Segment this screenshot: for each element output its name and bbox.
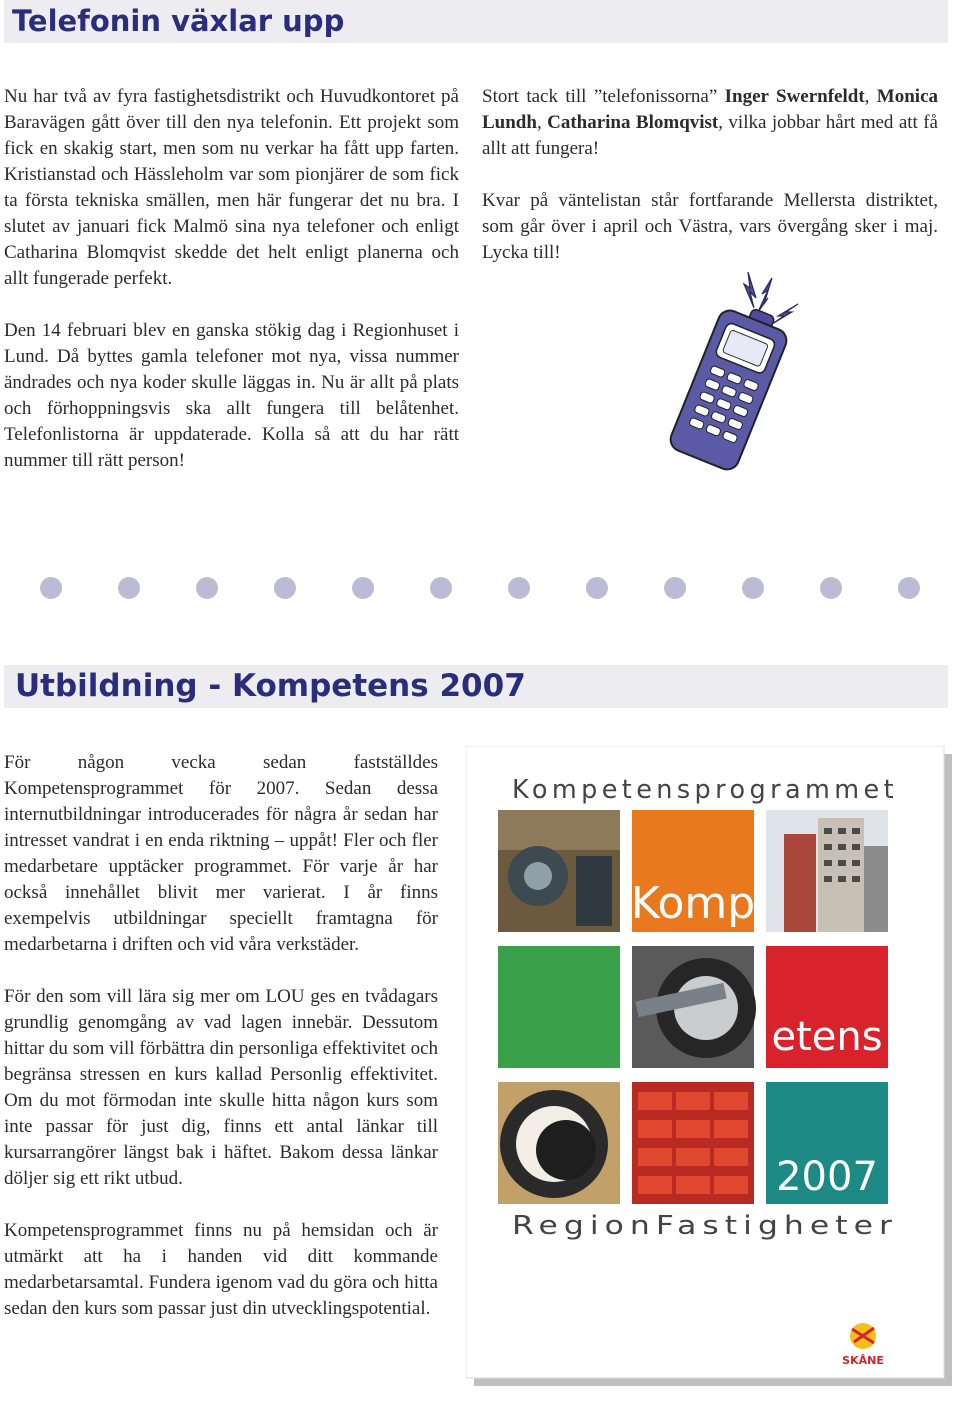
person-name: Inger Swernfeldt bbox=[724, 86, 865, 107]
mobile-phone-icon bbox=[660, 268, 810, 483]
divider-dot bbox=[742, 577, 764, 599]
section-title: Telefonin växlar upp bbox=[12, 4, 345, 38]
thanks-paragraph bbox=[482, 84, 938, 162]
person-name: Catharina Blomqvist bbox=[547, 112, 719, 133]
cover-tile-komp: Komp bbox=[630, 878, 756, 929]
cover-heading: Kompetensprogrammet bbox=[512, 775, 898, 805]
photo-wrench bbox=[632, 946, 756, 1068]
thanks-suffix: , vilka jobbar hårt med att få allt att fungera! bbox=[482, 112, 938, 159]
divider-dot bbox=[352, 577, 374, 599]
article-left-column bbox=[4, 750, 438, 1322]
divider-dot bbox=[508, 577, 530, 599]
divider-dot bbox=[40, 577, 62, 599]
divider-dot bbox=[898, 577, 920, 599]
divider-dot bbox=[430, 577, 452, 599]
article-paragraph: Nu har två av fyra fastighetsdistrikt och Huvudkontoret på Baravägen gått över till den nya telefonin. Ett projekt som fick en skakig start, men som nu verkar ha fått upp farten. Kristianstad och Hässleholm var som pionjärer de som fick ta första tekniska smällen, men här fungerar det nu bra. I slutet av januari fick Malmö sina nya telefoner och enligt Catharina Blomqvist skedde det helt enligt planerna och allt fungerade perfekt. bbox=[4, 86, 459, 289]
article-paragraph: Den 14 februari blev en ganska stökig dag i Regionhuset i Lund. Då byttes gamla telefoner mot nya, vissa nummer ändrades och nya koder skulle läggas in. Nu är allt på plats och förhoppningsvis ska allt fungera till belåtenhet. Telefonlistorna är uppdaterade. Kolla så att du har rätt nummer till rätt person! bbox=[4, 320, 459, 471]
waiting-paragraph: Kvar på väntelistan står fortfarande Mellersta distriktet, som går över i april och Västra, vars övergång sker i maj. Lycka till! bbox=[482, 190, 938, 263]
divider-dot bbox=[586, 577, 608, 599]
separator: , bbox=[864, 86, 877, 107]
divider-dot bbox=[196, 577, 218, 599]
logo-text: SKÅNE bbox=[842, 1354, 884, 1367]
thanks-prefix: Stort tack till ”telefonissorna” bbox=[482, 86, 725, 107]
photo-buildings bbox=[766, 810, 888, 932]
cover-footer: RegionFastigheter bbox=[512, 1211, 898, 1241]
section-title: Utbildning - Kompetens 2007 bbox=[15, 668, 526, 704]
article-left-column bbox=[4, 84, 459, 474]
cover-tile-etens: etens bbox=[771, 1014, 883, 1060]
person-name: Monica Lundh bbox=[482, 86, 939, 133]
brochure-cover-image bbox=[466, 746, 952, 1386]
divider-dot bbox=[664, 577, 686, 599]
green-tile bbox=[498, 946, 620, 1068]
section-banner-utbildning bbox=[4, 665, 948, 708]
article-paragraph: För någon vecka sedan fastställdes Kompetensprogrammet för 2007. Sedan dessa internutbildningar introducerades för några år sedan har intresset vandrat i en enda riktning – uppåt! Fler och fler medarbetare upptäcker programmet. För varje år har också innehållet blivit mer varierat. I år finns exempelvis utbildningar speciellt framtagna för medarbetarna i driften och vid våra verkstäder. bbox=[4, 752, 438, 955]
article-right-column bbox=[482, 84, 938, 266]
divider-dot bbox=[274, 577, 296, 599]
separator: , bbox=[536, 112, 548, 133]
photo-machinery bbox=[498, 810, 620, 932]
divider-dot bbox=[820, 577, 842, 599]
article-paragraph: För den som vill lära sig mer om LOU ges en tvådagars grundlig genomgång av vad lagen innebär. Dessutom hittar du som vill förbättra din personliga effektivitet och begränsa stressen en kurs kallad Personlig effektivitet. Om du mot förmodan inte skulle hitta någon kurs som inte passar för just dig, finns ett antal länkar till kursarrangörer längst bak i häftet. Bakom dessa länkar döljer sig ett rikt utbud. bbox=[4, 986, 438, 1189]
cover-tile-year: 2007 bbox=[776, 1154, 878, 1200]
dot-divider bbox=[40, 576, 920, 600]
divider-dot bbox=[118, 577, 140, 599]
photo-storage-bins bbox=[632, 1082, 754, 1204]
section-banner-telefonin bbox=[4, 0, 948, 43]
photo-pipe bbox=[498, 1082, 620, 1204]
article-paragraph: Kompetensprogrammet finns nu på hemsidan och är utmärkt att ha i handen vid ditt kommande medarbetarsamtal. Fundera igenom vad du göra och hitta sedan den kurs som passar just din utvecklingspotential. bbox=[4, 1220, 438, 1319]
